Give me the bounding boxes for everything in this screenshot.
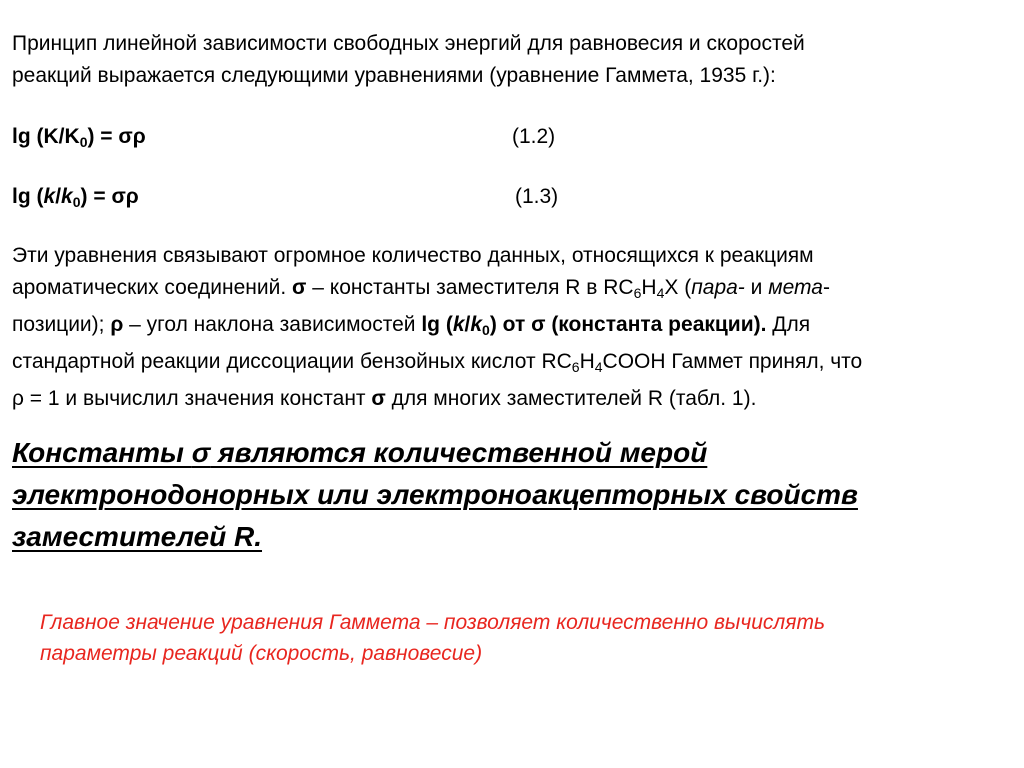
conclusion-line: Константы σ являются количественной мерой	[12, 437, 708, 468]
equation-k: K	[43, 125, 59, 148]
intro-paragraph	[12, 28, 1002, 92]
explanation-line: позиции); ρ – угол наклона зависимостей $\lg (k/k_0)$ от σ (константа реакции). Для	[12, 313, 811, 338]
equation-k0: k	[61, 185, 73, 208]
rho-symbol: ρ	[110, 313, 124, 336]
conclusion-line: электронодонорных или электроноакцепторных свойств	[12, 479, 858, 510]
rho-symbol: ρ	[12, 387, 24, 410]
equation-slash: /	[55, 185, 62, 208]
sigma-symbol: σ	[531, 313, 546, 336]
equation-rhs: ) = σρ	[87, 125, 146, 148]
equation-k: k	[43, 185, 56, 208]
intro-line: реакций выражается следующими уравнениями (уравнение Гаммета, 1935 г.):	[12, 64, 776, 87]
explanation-line: стандартной реакции диссоциации бензойных кислот $RC_6H_4COOH$ Гаммет принял, что	[12, 350, 863, 375]
equation-number: (1.3)	[515, 185, 559, 208]
explanation-paragraph	[12, 240, 1012, 415]
explanation-line: ароматических соединений. σ – константы заместителя R в $RC_6H_4X$ (пара- и мета-	[12, 276, 830, 301]
sigma-symbol: σ	[191, 437, 211, 468]
equation-subscript: 0	[79, 134, 88, 150]
sigma-symbol: σ	[371, 387, 386, 410]
equation-lhs: lg (	[12, 125, 44, 148]
highlight-note	[40, 607, 1000, 669]
highlight-line: параметры реакций (скорость, равновесие)	[40, 642, 483, 665]
equation-1-3	[12, 183, 139, 216]
equation-k0: K	[64, 125, 80, 148]
equation-rhs: ) = σρ	[80, 185, 139, 208]
equation-number: (1.2)	[512, 125, 556, 148]
explanation-line: Эти уравнения связывают огромное количество данных, относящихся к реакциям	[12, 244, 814, 267]
sigma-symbol: σ	[292, 276, 307, 299]
equation-subscript: 0	[72, 194, 81, 210]
equation-lhs: lg (	[12, 185, 44, 208]
equation-slash: /	[58, 125, 65, 148]
explanation-line: ρ = 1 и вычислил значения констант σ для многих заместителей R (табл. 1).	[12, 387, 757, 410]
highlight-line: Главное значение уравнения Гаммета – позволяет количественно вычислять	[40, 611, 826, 634]
conclusion-line: заместителей R.	[12, 521, 263, 552]
intro-line: Принцип линейной зависимости свободных энергий для равновесия и скоростей	[12, 32, 805, 55]
conclusion-heading	[12, 432, 1012, 558]
equation-1-2	[12, 123, 146, 156]
